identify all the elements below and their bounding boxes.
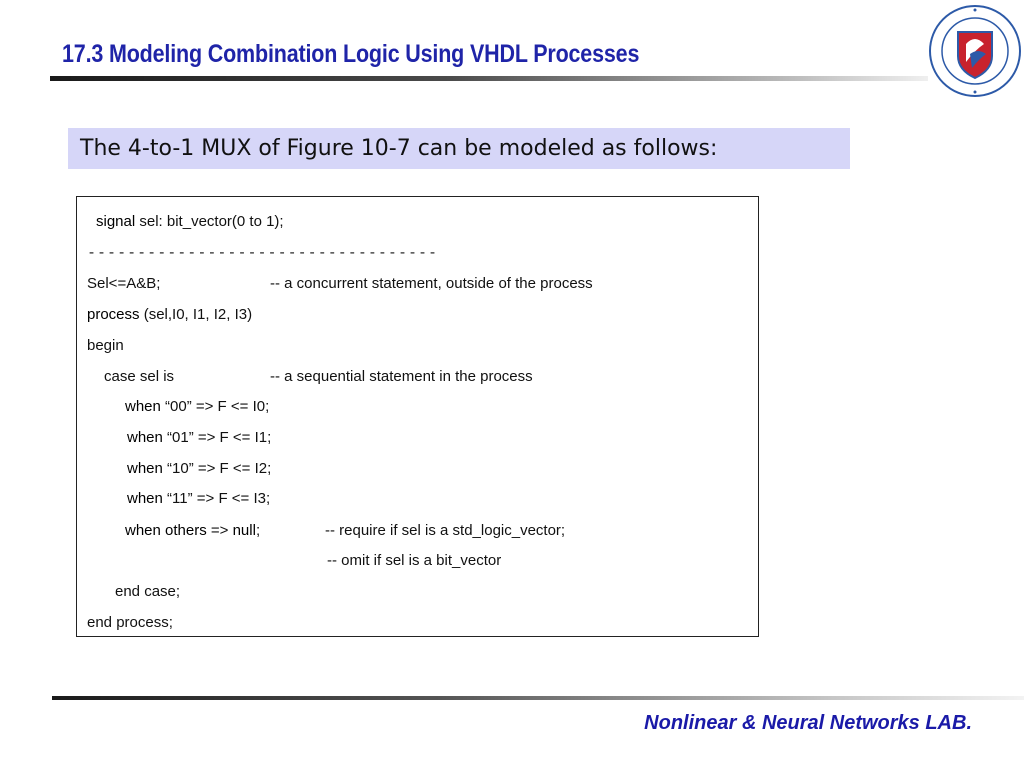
code-listing (76, 196, 759, 637)
university-seal-icon (928, 4, 1022, 98)
keyword-signal: signal (96, 213, 136, 230)
code-line-process (87, 306, 252, 323)
code-line-when-00 (125, 398, 269, 415)
subtitle-text: The 4-to-1 MUX of Figure 10-7 can be modeled as follows: (80, 136, 718, 161)
comment-omit: -- omit if sel is a bit_vector (327, 552, 502, 569)
title-divider (50, 76, 928, 81)
footer-lab-name: Nonlinear & Neural Networks LAB. (644, 712, 972, 734)
code-line-assign: Sel<=A&B; (87, 275, 161, 292)
keyword-process: process (87, 306, 140, 323)
when-body: “01” => F <= I1; (162, 429, 272, 446)
when-body: “10” => F <= I2; (162, 460, 272, 477)
semicolon: ; (255, 522, 261, 539)
separator-line: ----------------------------------- (87, 243, 439, 261)
subtitle-banner (68, 128, 850, 169)
comment-require: -- require if sel is a std_logic_vector; (325, 522, 566, 539)
sensitivity-list: (sel,I0, I1, I2, I3) (139, 306, 253, 323)
when-body: “11” => F <= I3; (162, 490, 271, 507)
arrow-operator: => (206, 522, 233, 539)
keyword-when: when (125, 398, 161, 415)
comment-sequential: -- a sequential statement in the process (270, 368, 533, 385)
keyword-begin: begin (87, 337, 124, 354)
code-line-when-others (125, 522, 260, 539)
signal-declaration: sel: bit_vector(0 to 1); (135, 213, 284, 230)
comment-concurrent: -- a concurrent statement, outside of the process (270, 275, 593, 292)
keyword-when-others: when others (125, 522, 207, 539)
slide-title: 17.3 Modeling Combination Logic Using VHDL Processes (62, 40, 640, 68)
code-line-when-11 (127, 490, 270, 507)
footer-divider (52, 696, 1024, 700)
code-line-signal (96, 213, 284, 230)
code-line-when-01 (127, 429, 271, 446)
keyword-null: null (232, 522, 256, 539)
code-line-case: case sel is (104, 368, 175, 385)
when-body: “00” => F <= I0; (160, 398, 270, 415)
keyword-when: when (127, 429, 163, 446)
keyword-when: when (127, 490, 163, 507)
keyword-when: when (127, 460, 163, 477)
code-line-when-10 (127, 460, 271, 477)
keyword-end-case: end case; (115, 583, 181, 600)
keyword-end-process: end process; (87, 614, 173, 631)
